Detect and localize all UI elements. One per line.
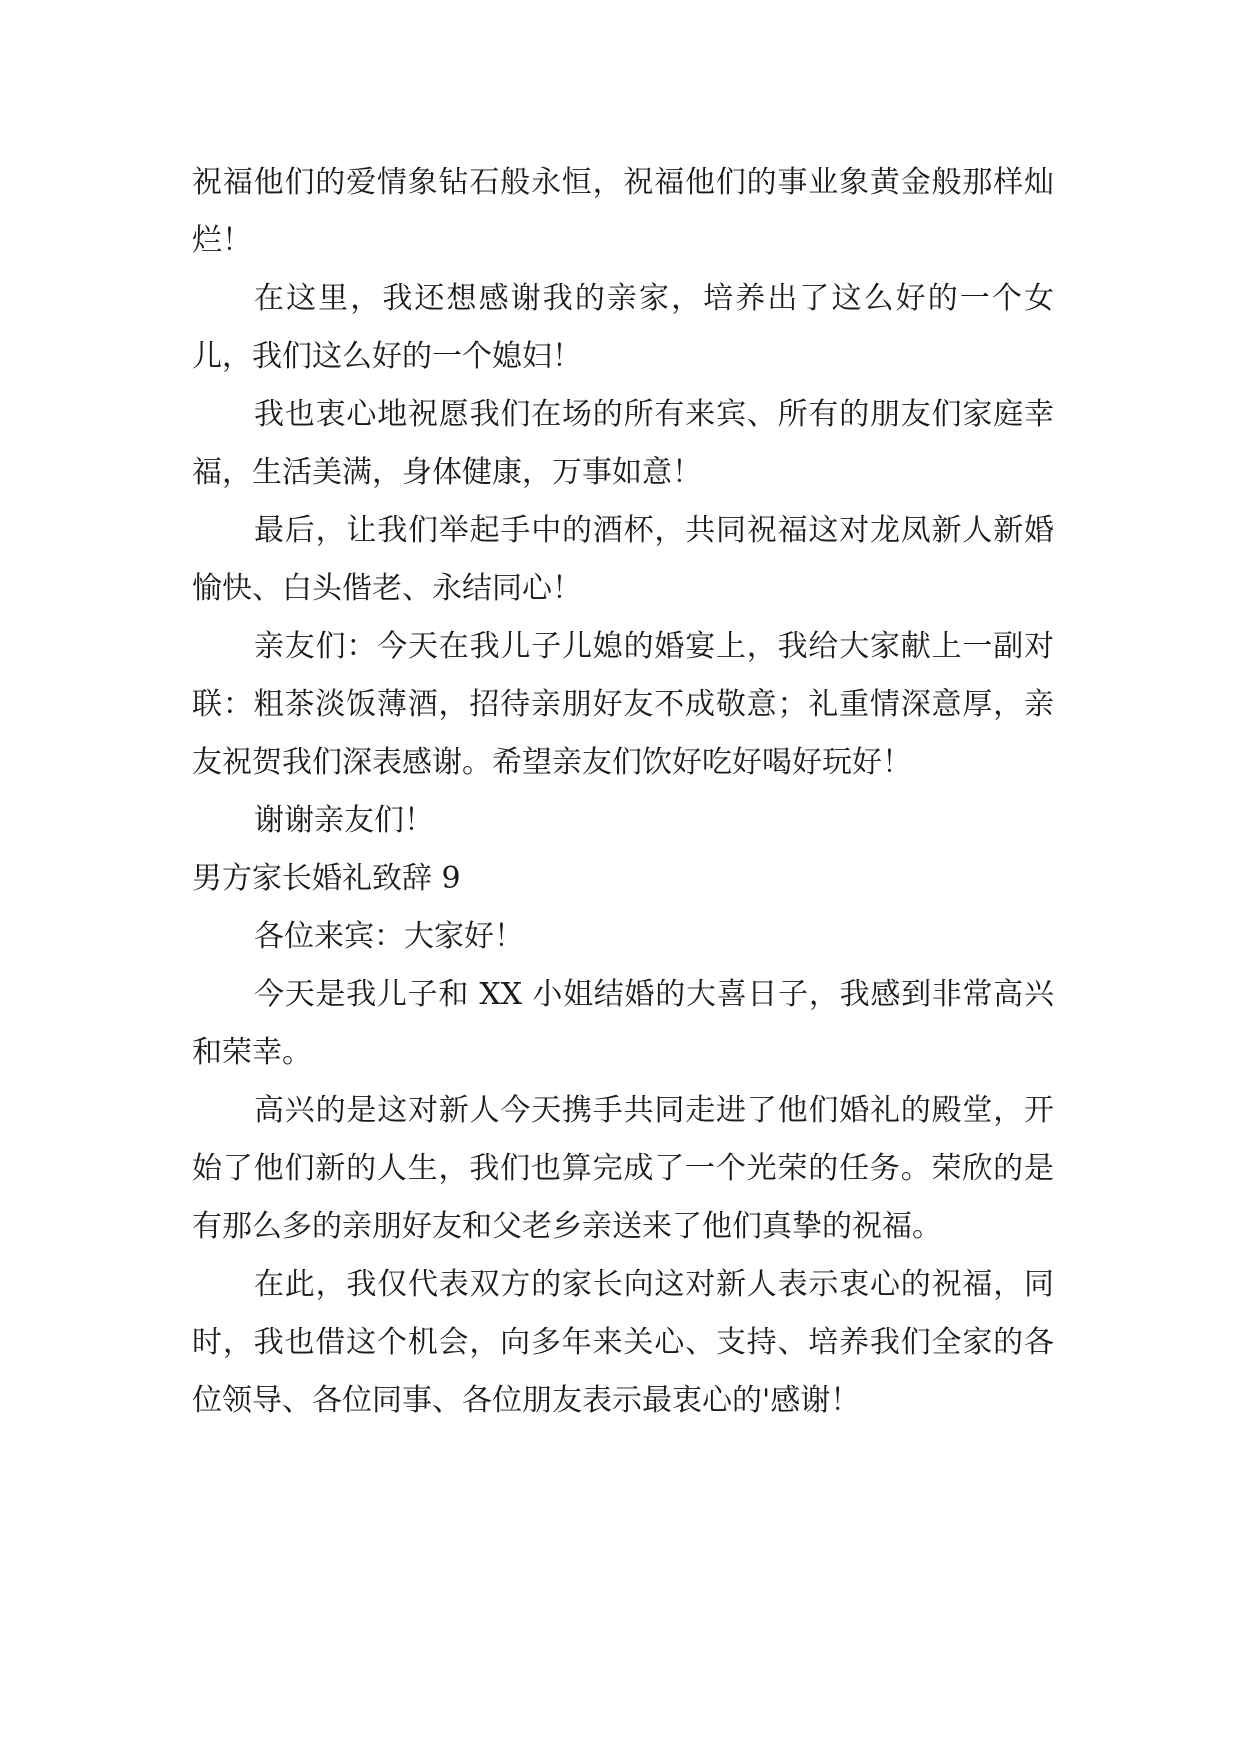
paragraph-couplet: 亲友们：今天在我儿子儿媳的婚宴上，我给大家献上一副对联：粗茶淡饭薄酒，招待亲朋好友不成敬意；礼重情深意厚，亲友祝贺我们深表感谢。希望亲友们饮好吃好喝好玩好！ [192,629,1054,780]
paragraph-toast: 最后，让我们举起手中的酒杯，共同祝福这对龙凤新人新婚愉快、白头偕老、永结同心！ [192,513,1054,606]
paragraph-gratitude: 在此，我仅代表双方的家长向这对新人表示衷心的祝福，同时，我也借这个机会，向多年来关心、支持、培养我们全家的各位领导、各位同事、各位朋友表示最衷心的'感谢！ [192,1267,1054,1418]
paragraph-thank-you: 谢谢亲友们！ [254,803,434,838]
paragraph-happiness: 高兴的是这对新人今天携手共同走进了他们婚礼的殿堂，开始了他们新的人生，我们也算完成了一个光荣的任务。荣欣的是有那么多的亲朋好友和父老乡亲送来了他们真挚的祝福。 [192,1093,1054,1244]
paragraph-blessing: 祝福他们的爱情象钻石般永恒，祝福他们的事业象黄金般那样灿烂！ [192,165,1054,258]
document-page [192,154,1054,1430]
paragraph-wedding-day: 今天是我儿子和 XX 小姐结婚的大喜日子，我感到非常高兴和荣幸。 [192,977,1054,1070]
paragraph-wishes-guests: 我也衷心地祝愿我们在场的所有来宾、所有的朋友们家庭幸福，生活美满，身体健康，万事如意！ [192,397,1054,490]
paragraph-thanks-in-laws: 在这里，我还想感谢我的亲家，培养出了这么好的一个女儿，我们这么好的一个媳妇！ [192,281,1054,374]
paragraph-greeting: 各位来宾：大家好！ [254,919,524,954]
section-title: 男方家长婚礼致辞 9 [192,861,461,896]
